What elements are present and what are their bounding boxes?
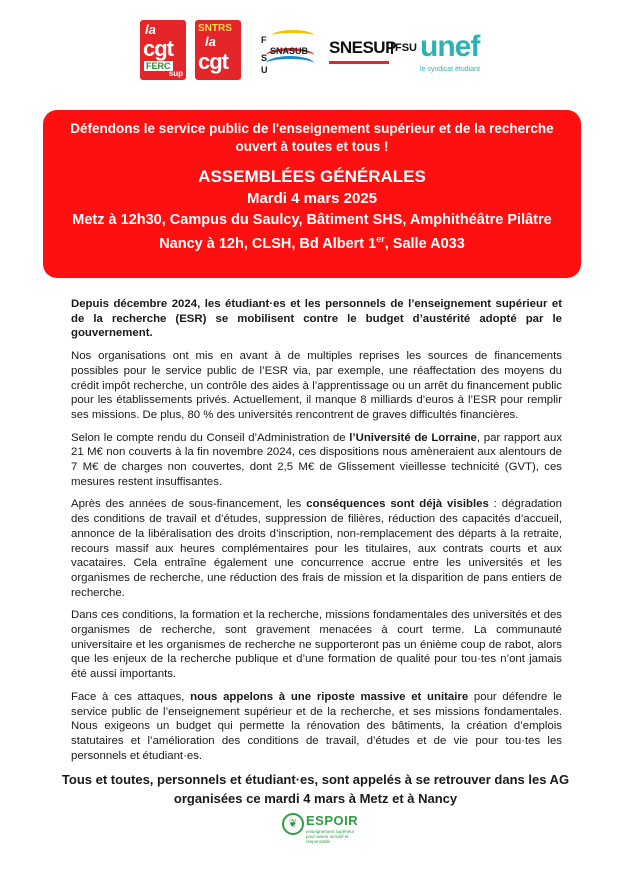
logo-text: FERC [146,61,171,71]
unef-logo [420,30,510,80]
logo-swoosh [266,56,314,71]
event-banner [43,110,581,278]
banner-metz-location: Metz à 12h30, Campus du Saulcy, Bâtiment SHS, Amphithéâtre Pilâtre [72,212,552,228]
banner-slogan-line1: Défendons le service public de l'enseignement supérieur et de la recherche [70,121,554,136]
logo-text: U [261,65,268,75]
text-span: Face à ces attaques, [71,690,191,703]
text-span: Après des années de sous-financement, les [71,498,307,511]
text-span: pour défendre le service public de l’enseignement supérieur et de la recherche, et ses missions fondamentales. Nous exigeons un budget qui permette la rénovation des bâtiments, la création d’emplois statutaires et l’amélioration des conditions de travail, d’études et de vie pour tou·tes les personnels et étudiant·es. [71,690,562,762]
paragraph-lorraine [71,431,562,490]
logo-text: SNTRS [198,23,232,34]
text-span: , par rapport aux 21 M€ non couverts à la fin novembre 2024, ces dispositions nous amèneraient aux alentours de 7 M€ de charges non couvertes, dont 2,5 M€ de Glissement vieillesse technicité (GVT), ces mesures restent insuffisantes. [71,431,563,488]
paragraph-funding: Nos organisations ont mis en avant à de multiples reprises les sources de financements possibles pour le service public de l’ESR via, par exemple, une réaffectation des moyens du crédit impôt recherche, un contrôle des aides à l’apprentissage ou un arrêt du financement public pour les établissements privés. Actuellement, il manque 8 milliards d’euros à l’ESR pour remplir ses missions. De plus, 80 % des universités rencontrent de graves difficultés financières. [71,350,562,421]
closing-line1: Tous et toutes, personnels et étudiant·es, sont appelés à se retrouver dans les AG [61,772,570,787]
logo-tagline: le syndicat étudiant [420,66,480,73]
article-body [71,297,562,771]
intro-text: Depuis décembre 2024, les étudiant·es et les personnels de l’enseignement supérieur et de la recherche (ESR) se mobilisent contre le budget d’austérité adopté par le gouvernement. [71,298,562,340]
logo-text: la [205,34,216,49]
text-span: : dégradation des conditions de travail et d’études, suppression de filières, réduction des capacités d’accueil, annonce de la libéralisation des droits d’inscription, non-remplacement des départs à la retraite, recours massif aux heures complémentaires pour les titulaires, aux contrats courts et aux vacataires. Cela entraîne également une concurrence accrue entre les universités et les organismes de recherche, une réduction des frais de mission et la disparition de pans entiers de recherche. [71,498,562,599]
logo-text: cgt [198,49,228,74]
logo-text: SNESUP [329,38,396,57]
paragraph-intro [71,297,562,341]
logo-tagline: enseignement supérieur pour avenir inclusif et responsable [306,829,355,844]
logo-swoosh [272,30,314,41]
snasub-fsu-logo [258,26,318,78]
logo-text: F [261,35,267,45]
bold-span: nous appelons à une riposte massive et unitaire [190,690,469,703]
logo-text: SNASUB [270,46,309,56]
bold-span: conséquences sont déjà visibles [306,498,489,511]
closing-line2: organisées ce mardi 4 mars à Metz et à Nancy [173,791,458,806]
paragraph-call [71,690,562,764]
logo-text: ESPOIR [306,813,359,828]
logo-text: S [261,53,268,63]
cgt-ferc-sup-logo [140,20,186,80]
bold-span: l’Université de Lorraine [349,431,477,444]
snesup-fsu-logo [329,36,417,68]
paragraph-threat: Dans ces conditions, la formation et la recherche, missions fondamentales des universités et des organismes de recherche, sont gravement menacées à court terme. La communauté universitaire et les organismes de recherche ne supporteront pas un énième coup de rabot, alors que les enjeux de la recherche publique et d’une formation de qualité pour tou·tes n’ont jamais été aussi importants. [71,609,562,681]
nancy-room: , Salle A033 [384,235,465,252]
nancy-text: Nancy à 12h, CLSH, Bd Albert 1 [159,235,377,252]
sntrs-cgt-logo [195,20,241,80]
paragraph-consequences [71,497,562,600]
logo-bar [329,61,389,64]
nancy-superscript: er [376,234,385,244]
text-span: Selon le compte rendu du Conseil d’Administration de [71,431,350,444]
banner-slogan-line2: ouvert à toutes et tous ! [235,139,389,154]
closing-call [40,770,591,808]
logo-text: la [145,22,156,37]
leaf-icon: ❦ [282,813,304,835]
banner-title: ASSEMBLÉES GÉNÉRALES [198,167,426,186]
banner-nancy-location [43,234,581,252]
espoir-logo [282,811,382,851]
logo-strip [0,14,631,86]
banner-date: Mardi 4 mars 2025 [246,190,378,207]
logo-text: FSU [391,42,417,54]
logo-text: cgt [143,36,173,61]
logo-text: sup [168,69,183,78]
logo-text: unef [420,30,480,63]
